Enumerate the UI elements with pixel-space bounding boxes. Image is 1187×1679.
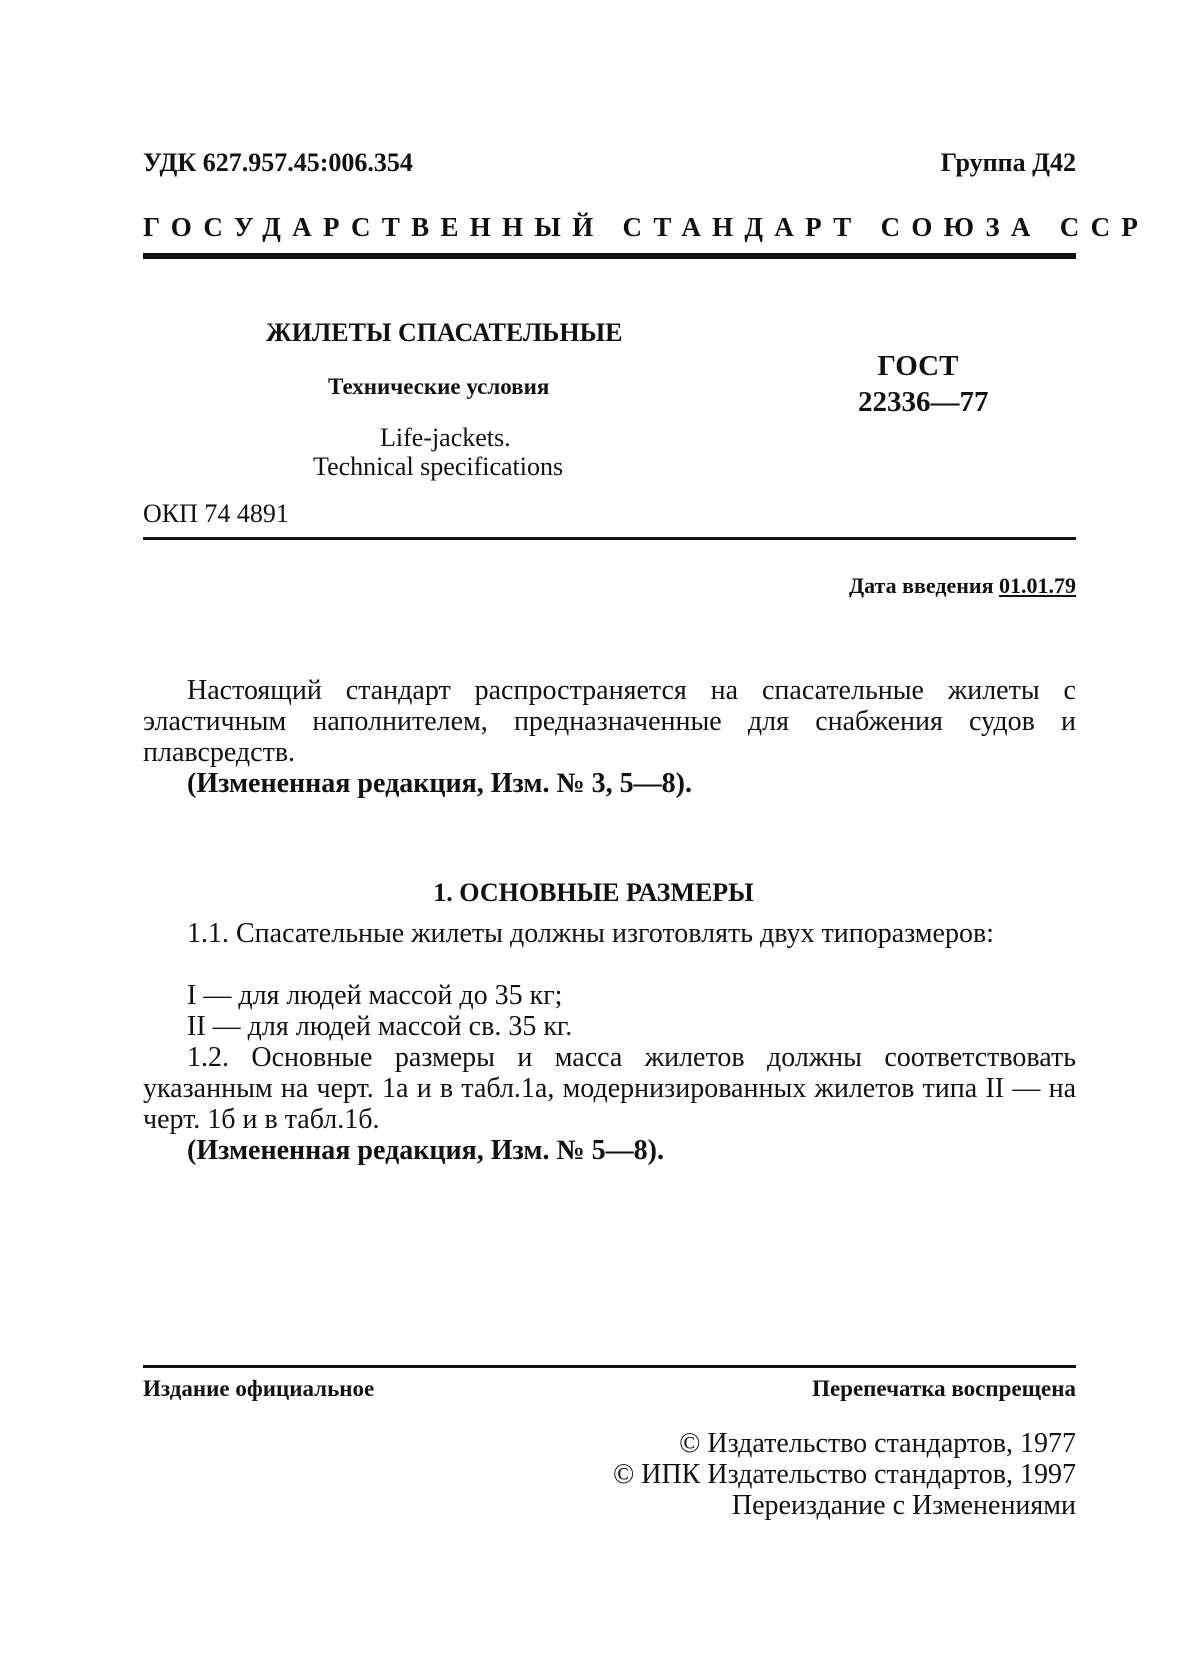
copyright-1977: © Издательство стандартов, 1977 xyxy=(679,1428,1076,1459)
document-title: ЖИЛЕТЫ СПАСАТЕЛЬНЫЕ xyxy=(266,318,623,347)
udk-code: УДК 627.957.45:006.354 xyxy=(143,148,413,177)
introduction-date xyxy=(849,573,1076,599)
reprint-prohibited: Перепечатка воспрещена xyxy=(812,1376,1076,1401)
gost-label: ГОСТ xyxy=(877,350,959,382)
header-divider xyxy=(143,253,1076,259)
intro-amendment: (Измененная редакция, Изм. № 3, 5—8). xyxy=(187,768,692,799)
paragraph-1-2: 1.2. Основные размеры и масса жилетов должны соответствовать указанным на черт. 1а и в табл.1а, модернизированных жилетов типа II — на черт. 1б и в табл.1б. xyxy=(143,1042,1076,1135)
english-title-line1: Life-jackets. xyxy=(380,423,511,452)
group-code: Группа Д42 xyxy=(940,148,1076,177)
paragraph-1-2-amendment: (Измененная редакция, Изм. № 5—8). xyxy=(187,1135,664,1166)
english-title-line2: Technical specifications xyxy=(313,452,564,481)
title-divider xyxy=(143,537,1076,540)
section-title: 1. ОСНОВНЫЕ РАЗМЕРЫ xyxy=(433,878,754,907)
reissue-note: Переиздание с Изменениями xyxy=(731,1490,1076,1521)
intro-paragraph: Настоящий стандарт распространяется на спасательные жилеты с эластичным наполнителем, предназначенные для снабжения судов и плавсредств. xyxy=(143,675,1076,768)
gost-designation xyxy=(858,348,989,420)
footer-divider xyxy=(143,1365,1076,1368)
size-type-2: II — для людей массой св. 35 кг. xyxy=(187,1011,573,1042)
copyright-1997: © ИПК Издательство стандартов, 1997 xyxy=(612,1459,1076,1490)
size-type-1: I — для людей массой до 35 кг; xyxy=(187,980,563,1011)
introduction-date-value: 01.01.79 xyxy=(999,573,1076,598)
official-edition: Издание официальное xyxy=(143,1376,375,1401)
document-subtitle: Технические условия xyxy=(328,374,550,399)
gost-number: 22336—77 xyxy=(858,386,989,418)
okp-code: ОКП 74 4891 xyxy=(143,499,289,528)
state-standard-heading: ГОСУДАРСТВЕННЫЙ СТАНДАРТ СОЮЗА ССР xyxy=(143,212,1150,242)
paragraph-1-1: 1.1. Спасательные жилеты должны изготовлять двух типоразмеров: xyxy=(187,918,994,949)
introduction-date-label: Дата введения xyxy=(848,573,994,598)
